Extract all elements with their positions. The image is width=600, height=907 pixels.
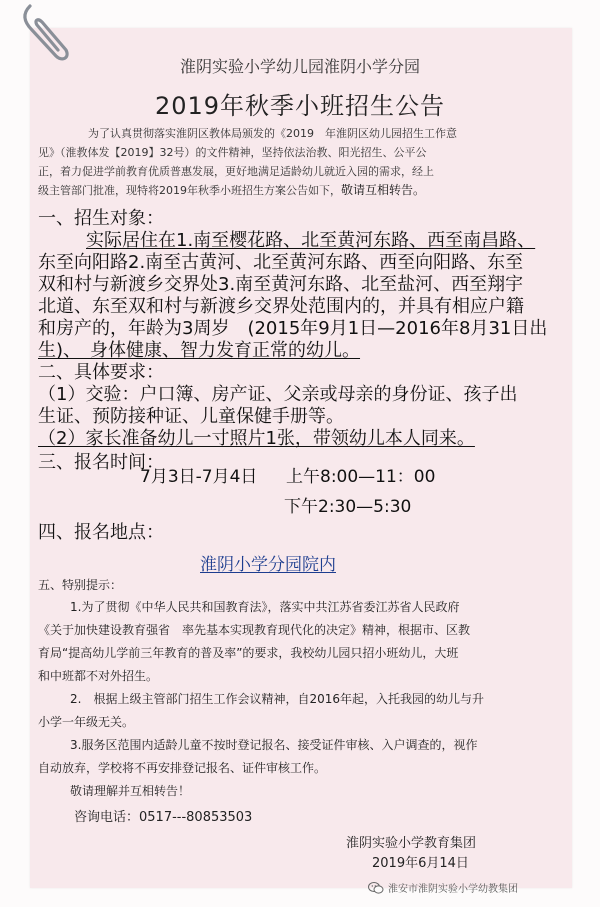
intro-line: 正，着力促进学前教育优质普惠发展，更好地满足适龄幼儿就近入园的需求，经上 bbox=[38, 165, 434, 178]
section1-line: 东至向阳路2.南至古黄河、北至黄河东路、西至向阳路、东至 bbox=[38, 252, 524, 273]
watermark-text: 淮安市淮阴实验小学幼教集团 bbox=[388, 884, 518, 895]
section1-line: 北道、东至双和村与新渡乡交界处范围内的，并具有相应户籍 bbox=[38, 296, 524, 317]
section5-line: 小学一年级无关。 bbox=[38, 715, 135, 729]
contact-phone: 咨询电话：0517---80853503 bbox=[74, 810, 253, 825]
section3-heading: 三、报名时间： bbox=[38, 452, 164, 473]
section5-line: 《关于加快建设教育强省 率先基本实现教育现代化的决定》精神，根据市、区教 bbox=[38, 623, 471, 637]
issue-date: 2019年6月14日 bbox=[372, 856, 469, 871]
intro-line: 级主管部门批准，现特将2019年秋季小班招生方案公告如下，敬请互相转告。 bbox=[38, 183, 426, 197]
section5-line: 2. 根据上级主管部门招生工作会议精神，自2016年起，入托我园的幼儿与升 bbox=[70, 692, 484, 706]
enroll-afternoon-hours: 下午2:30—5:30 bbox=[284, 497, 412, 517]
section1-line: 双和村与新渡乡交界处3.南至黄河东路、北至盐河、西至翔宇 bbox=[38, 274, 524, 295]
school-name: 淮阴实验小学幼儿园淮阴小学分园 bbox=[179, 57, 421, 76]
section1-heading: 一、招生对象： bbox=[38, 208, 164, 229]
intro-line: 见》（淮教体发【2019】32号）的文件精神，坚持依法治教、阳光招生、公平公 bbox=[38, 146, 427, 159]
page-title: 2019年秋季小班招生公告 bbox=[154, 92, 446, 120]
intro-line: 为了认真贯彻落实淮阴区教体局颁发的《2019 年淮阴区幼儿园招生工作意 bbox=[88, 127, 457, 140]
section5-line: 育局“提高幼儿学前三年教育的普及率”的要求，我校幼儿园只招小班幼儿，大班 bbox=[38, 646, 459, 660]
section2-heading: 二、具体要求： bbox=[38, 362, 164, 383]
forward-note: 敬请互相转告。 bbox=[341, 183, 426, 197]
enroll-place: 淮阴小学分园院内 bbox=[200, 555, 336, 575]
enroll-dates: 7月3日-7月4日 bbox=[140, 467, 258, 487]
section1-line: 实际居住在1.南至樱花路、北至黄河东路、西至南昌路、 bbox=[86, 230, 536, 251]
section5-line: 敬请理解并互相转告！ bbox=[70, 784, 191, 798]
section2-line: （2）家长准备幼儿一寸照片1张，带领幼儿本人同来。 bbox=[38, 428, 475, 449]
section2-line: 生证、预防接种证、儿童保健手册等。 bbox=[38, 406, 344, 427]
section2-line: （1）交验：户口簿、房产证、父亲或母亲的身份证、孩子出 bbox=[38, 384, 518, 405]
section5-heading: 五、特别提示： bbox=[38, 578, 123, 592]
section5-line: 自动放弃，学校将不再安排登记报名、证件审核工作。 bbox=[38, 761, 327, 775]
enroll-morning-hours: 上午8:00—11：00 bbox=[286, 467, 436, 487]
issuing-org: 淮阴实验小学教育集团 bbox=[346, 836, 477, 851]
section4-heading: 四、报名地点： bbox=[38, 522, 164, 543]
section5-line: 3.服务区范围内适龄儿童不按时登记报名、接受证件审核、入户调查的，视作 bbox=[70, 738, 478, 752]
watermark bbox=[368, 880, 518, 895]
section1-line: 和房产的，年龄为3周岁 (2015年9月1日—2016年8月31日出 bbox=[38, 318, 548, 339]
wechat-icon bbox=[368, 881, 384, 895]
intro-paragraph bbox=[38, 124, 558, 200]
section5-line: 1.为了贯彻《中华人民共和国教育法》，落实中共江苏省委江苏省人民政府 bbox=[70, 600, 460, 614]
section1-line: 生)、 身体健康、智力发育正常的幼儿。 bbox=[38, 340, 361, 361]
section5-line: 和中班都不对外招生。 bbox=[38, 669, 159, 683]
